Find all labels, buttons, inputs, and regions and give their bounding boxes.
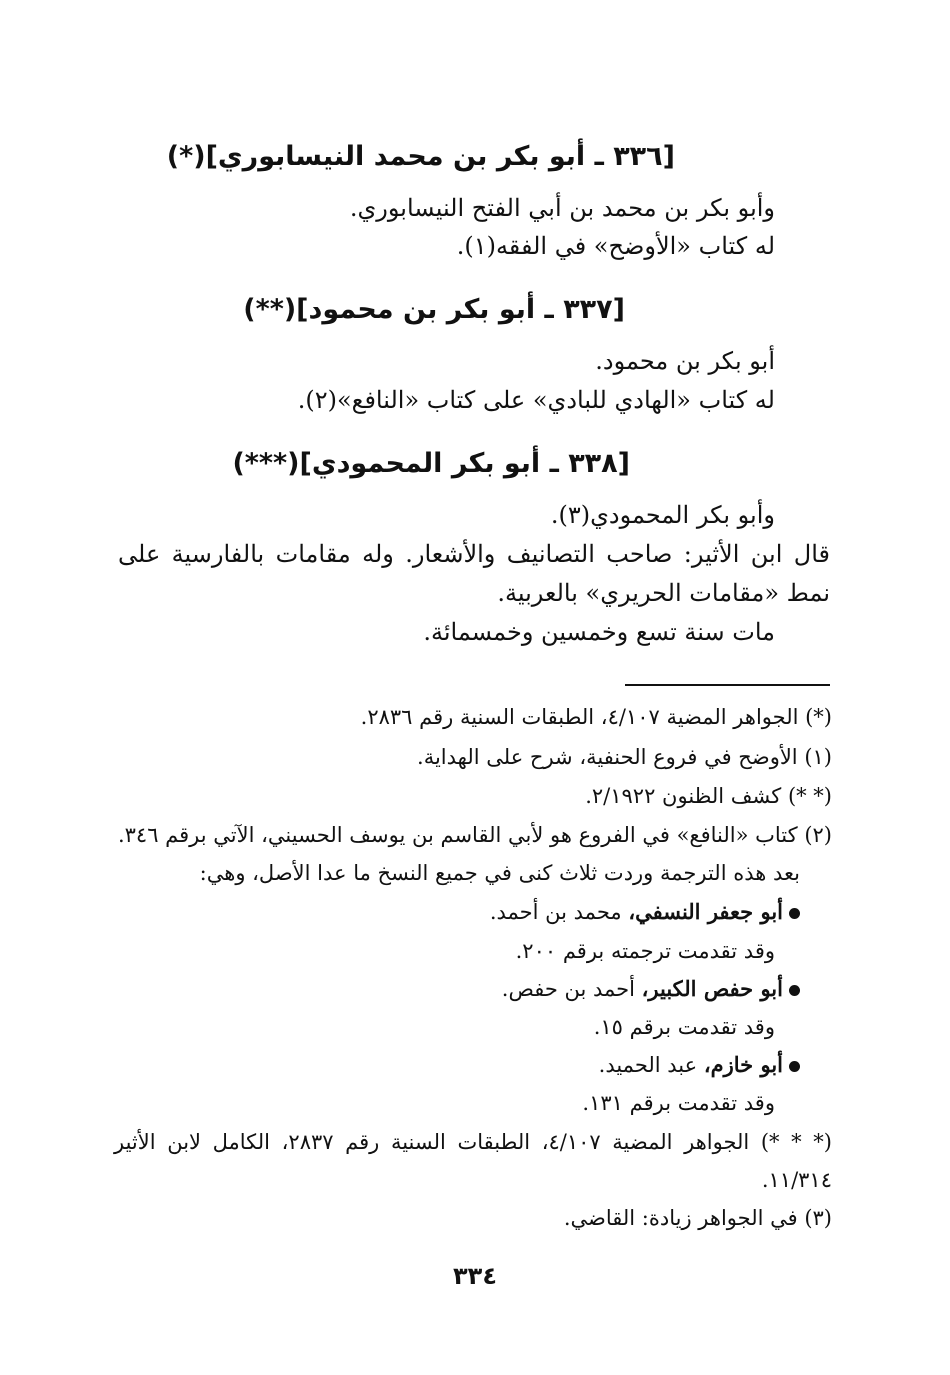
entry-line: أبو بكر بن محمود. bbox=[595, 347, 775, 375]
bullet-name: أبو حفص الكبير، bbox=[641, 976, 783, 1001]
footnote-bullet-item bbox=[599, 1048, 800, 1082]
bullet-rest: أحمد بن حفص. bbox=[501, 977, 642, 1001]
bullet-rest: محمد بن أحمد. bbox=[489, 900, 629, 924]
footnote-bullet-note: وقد تقدمت برقم ١٥. bbox=[593, 1015, 775, 1039]
entry-heading-338: [٣٣٨ ـ أبو بكر المحمودي](***) bbox=[232, 448, 630, 479]
bullet-name: أبو جعفر النسفي، bbox=[628, 899, 783, 924]
entry-heading-336: [٣٣٦ ـ أبو بكر بن محمد النيسابوري](*) bbox=[166, 141, 675, 172]
bullet-name: أبو خازم، bbox=[703, 1052, 783, 1077]
footnote-bullet-item bbox=[490, 895, 800, 929]
entry-line: له كتاب «الأوضح» في الفقه(١). bbox=[456, 232, 775, 260]
footnote-separator bbox=[625, 684, 830, 686]
entry-line: وأبو بكر المحمودي(٣). bbox=[550, 501, 775, 529]
footnote-bullet-note: وقد تقدمت ترجمته برقم ٢٠٠. bbox=[515, 939, 775, 963]
entry-line: وأبو بكر بن محمد بن أبي الفتح النيسابوري. bbox=[349, 194, 775, 222]
entry-heading-337: [٣٣٧ ـ أبو بكر بن محمود](**) bbox=[243, 294, 625, 325]
entry-line: قال ابن الأثير: صاحب التصانيف والأشعار. وله مقامات بالفارسية على bbox=[118, 540, 830, 568]
footnote-continuation: بعد هذه الترجمة وردت ثلاث كنى في جميع النسخ ما عدا الأصل، وهي: bbox=[199, 861, 800, 885]
entry-line: نمط «مقامات الحريري» بالعربية. bbox=[497, 579, 830, 607]
footnote: (* * *) الجواهر المضية ٤/١٠٧، الطبقات السنية رقم ٢٨٣٧، الكامل لابن الأثير bbox=[114, 1130, 832, 1154]
footnote: (٣) في الجواهر زيادة: القاضي. bbox=[563, 1206, 832, 1230]
footnote: (٢) كتاب «النافع» في الفروع هو لأبي القاسم بن يوسف الحسيني، الآتي برقم ٣٤٦. bbox=[117, 823, 832, 847]
page-number: ٣٣٤ bbox=[453, 1262, 497, 1290]
footnote-bullet-item bbox=[502, 972, 800, 1006]
bullet-rest: عبد الحميد. bbox=[598, 1053, 704, 1077]
bullet-icon bbox=[789, 1061, 800, 1072]
footnote-bullet-note: وقد تقدمت برقم ١٣١. bbox=[582, 1091, 775, 1115]
entry-line: مات سنة تسع وخمسين وخمسمائة. bbox=[423, 618, 775, 646]
entry-line: له كتاب «الهادي للبادي» على كتاب «النافع»(٢). bbox=[297, 386, 775, 414]
footnote: (١) الأوضح في فروع الحنفية، شرح على الهداية. bbox=[417, 745, 832, 769]
bullet-icon bbox=[789, 908, 800, 919]
footnote: (* *) كشف الظنون ٢/١٩٢٢. bbox=[585, 784, 832, 808]
footnote-continuation: ١١/٣١٤. bbox=[761, 1168, 832, 1192]
bullet-icon bbox=[789, 985, 800, 996]
footnote: (*) الجواهر المضية ٤/١٠٧، الطبقات السنية رقم ٢٨٣٦. bbox=[360, 705, 832, 729]
